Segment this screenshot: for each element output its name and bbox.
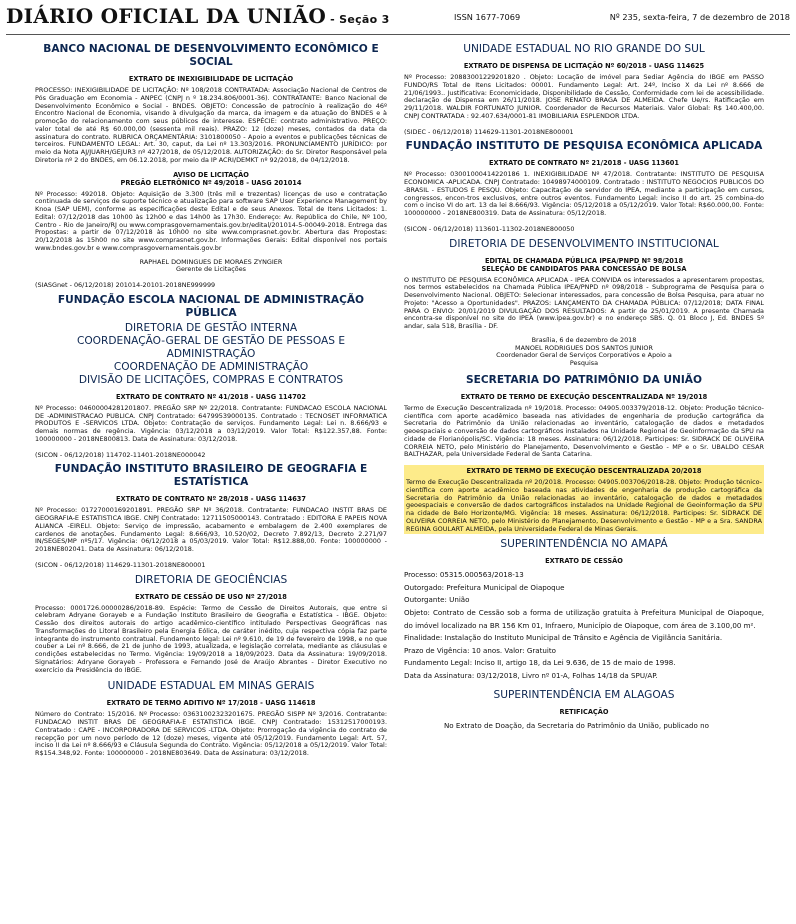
act-title: EXTRATO DE TERMO ADITIVO Nº 17/2018 - UASG 114618 xyxy=(106,699,316,708)
act-title: EDITAL DE CHAMADA PÚBLICA IPEA/PNPD Nº 98/2018 xyxy=(484,256,684,265)
org-subheading: UNIDADE ESTADUAL NO RIO GRANDE DO SUL xyxy=(463,43,705,55)
org-subheading: DIRETORIA DE DESENVOLVIMENTO INSTITUCIONAL xyxy=(449,237,719,250)
org-subheading: SUPERINTENDÊNCIA EM ALAGOAS xyxy=(493,688,675,701)
org-heading-spu: SECRETARIA DO PATRIMÔNIO DA UNIÃO xyxy=(466,373,702,386)
cessao-objeto: Objeto: Contrato de Cessão sob a forma de utilização gratuita à Prefeitura Municipal de Oiapoque, do imóvel localizado na BR 156 Km 01, Infraero, Município de Oiapoque, com área de 3.100,00 m². xyxy=(404,608,764,630)
issue-info: Nº 235, sexta-feira, 7 de dezembro de 2018 xyxy=(609,12,790,22)
cessao-outorgado: Outorgado: Prefeitura Municipal de Oiapoque xyxy=(404,582,565,592)
reference-code: (SICON - 06/12/2018) 114702-11401-2018NE000042 xyxy=(35,450,206,459)
cessao-finalidade: Finalidade: Instalação do Instituto Municipal de Trânsito e Agência de Vigilância Sanitária. xyxy=(404,633,723,643)
org-subheading: COORDENAÇÃO-GERAL DE GESTÃO DE PESSOAS E ADMINISTRAÇÃO xyxy=(76,334,346,360)
act-title: EXTRATO DE CONTRATO Nº 21/2018 - UASG 113601 xyxy=(489,159,679,168)
act-title: EXTRATO DE INEXIGIBILIDADE DE LICITAÇÃO xyxy=(128,75,294,83)
act-text: Processo: 0001726.00000286/2018-89. Espécie: Termo de Cessão de Direitos Autorais, que entre si celebram Adryane Gorayeb e a Fundação Instituto Brasileiro de Geografia e Estatística - IBGE. Objeto: Cessão dos direitos autorais do artigo acadêmico-científico intitulado Perspectivas Geográficas nas Transformações do Litoral Brasileiro pela Energia Eólica, de caráter inédito, cuja respectiva cópia faz parte integrante do instrumento contratual. Fundamento legal: Lei nº 9.610, de 19 de fevereiro de 1998, e no que couber a Lei nº 8.666, de 21 de junho de 1993, atualizada, e legislação correlata, mediante as cláusulas e condições estabelecidas no Termo. Vigência: 19/09/2018 a 18/09/2023. Data da Assinatura: 19/09/2018. Signatários: Adryane Gorayeb - Professora e Fernando José de Araújo Abrantes - Diretor Executivo no exercício da Presidência do IBGE. xyxy=(35,603,387,674)
right-column xyxy=(404,40,764,924)
org-subheading: DIRETORIA DE GEOCIÊNCIAS xyxy=(134,573,288,586)
issn: ISSN 1677-7069 xyxy=(454,12,521,22)
act-title: EXTRATO DE TERMO DE EXECUÇÃO DESCENTRALIZADA 20/2018 xyxy=(466,467,702,475)
act-text: Nº Processo: 03001000414220186 1. INEXIGIBILIDADE Nº 47/2018. Contratante: INSTITUTO DE PESQUISA ECONOMICA -APLICADA. CNPJ Contratado: 10498974000109. Contratado : INSTITUTO NEGOCIOS PUBLICOS DO -BRASIL - ESTUDOS E PESQU. Objeto: Capacitação de servidor do IPEA, mediante a participação em cursos, congressos, encon-tros exclusivos, entre outros eventos. Fundamento Legal: inciso II do art. 25 combina-do com o inciso VI do art. 13 da lei 8.666/93. Vigência: 05/12/2018 a 05/12/2019. Valor Total: R$60.000,00. Fonte: 100000000 - 2018NE800319. Data de Assinatura: 05/12/2018. xyxy=(404,170,764,217)
org-heading-enap: FUNDAÇÃO ESCOLA NACIONAL DE ADMINISTRAÇÃO PÚBLICA xyxy=(57,293,365,319)
act-title: EXTRATO DE CONTRATO Nº 41/2018 - UASG 114702 xyxy=(116,392,306,401)
act-text: Termo de Execução Descentralizada nº 20/2018. Processo: 04905.003706/2018-28. Objeto: Produção técnico-científica com aporte acadêmico baseada nas atividades de engenharia de produção cartográfica da Secretaria do Patrimônio da União relacionadas ao inventário, catalogação de dados e metadados geoespaciais e conversão de dados cartográficos instalados na Unidade Regional de Geoinformação da SPU na cidade de Belo Horizonte/MG. Vigência: 18 meses. Assinatura: 06/12/2018. Participes: Sr. SIDRACK DE OLIVEIRA CORREIA NETO, pelo Ministério do Planejamento, Desenvolvimento e Gestão - MP e a Sra. SANDRA REGINA GOULART ALMEIDA, pela Universidade Federal de Minas Gerais. xyxy=(406,478,762,533)
act-text: Nº Processo: 01727000169201891. PREGÃO SRP Nº 36/2018. Contratante: FUNDACAO INSTIT BRAS DE GEOGRAFIA-E ESTATISTICA IBGE. CNPJ Contratado: 12711505000143. Contratado : EDITORA E PAPEIS NOVA ALIANCA -EIRELI. Objeto: Serviço de impressão, acabamento e embalagem de 2.400 exemplares de cardenos de anotações. Fundamento Legal: 8.666/93, 10.520/02, Decreto 7.892/13, Decreto 2.271/97 IN/SEGES/MP nº5/17. Vigência: 06/12/2018 a 05/03/2019. Valor Total: R$12.888,00. Fonte: 100000000 - 2018NE802041. Data de Assinatura: 06/12/2018. xyxy=(35,506,387,553)
act-text: Nº Processo: 20883001229201820 . Objeto: Locação de imóvel para Sediar Agência do IBGE em PASSO FUNDO/RS Total de Itens Licitados: 00001. Fundamento Legal: Art. 24º, Inciso X da Lei nº 8.666 de 21/06/1993.. Justificativa: Economicidade, Disponibilidade de Cessão, Conformidade com lei de acessibilidade. declaração de Dispensa em 26/11/2018. JOSE RENATO BRAGA DE ALMEIDA. Chefe Ue/rs. Ratificação em 29/11/2018. WALDIR FORTUNATO JUNIOR. Coordenador de Recursos Materiais. Valor Global: R$ 140.400,00. CNPJ CONTRATADA : 92.407.634/0001-81 IMOBILIARIA ESPLENDOR LTDA. xyxy=(404,73,764,120)
act-text: Termo de Execução Descentralizada nº 19/2018. Processo: 04905.003379/2018-12. Objeto: Produção técnico-científica com aporte acadêmico baseada nas atividades de engenharia de produção cartográfica da Secretaria do Patrimônio da União relacionadas ao inventário, catalogação de dados e metadados geoespaciais e conversão de dados cartográficos instalados na Unidade Regional de Geoinformação da SPU na cidade de Florianópolis/SC. Vigência: 18 meses. Assinatura: 06/12/2018. Participes: Sr. SIDRACK DE OLIVEIRA CORREIA NETO, pelo Ministério do Planejamento, Desenvolvimento e Gestão - MP e o Sr. UBALDO CESAR BALTHAZAR, pela Universidade Federal de Santa Catarina. xyxy=(404,403,764,459)
cessao-outorgante: Outorgante: União xyxy=(404,595,470,605)
act-title: EXTRATO DE DISPENSA DE LICITAÇÃO Nº 60/2018 - UASG 114625 xyxy=(463,62,705,70)
act-title: EXTRATO DE CESSÃO xyxy=(545,557,623,566)
cessao-processo: Processo: 05315.000563/2018-13 xyxy=(404,570,524,580)
signature xyxy=(35,259,387,275)
act-text: O INSTITUTO DE PESQUISA ECONÔMICA APLICADA - IPEA CONVIDA os interessados a apresentarem propostas, nos termos estabelecidos na Chamada Pública IPEA/PNPD nº 098/2018 - Subprograma de Pesquisa para o Desenvolvimento Nacional. OBJETO: Selecionar interessados, para concessão de Bolsa Pesquisa, para atuar no Projeto: "Acesso a Oportunidades". PRAZOS: LANÇAMENTO DA CHAMADA PÚBLICA: 07/12/2018; DATA FINAL PARA O ENVIO: 20/01/2019 DIVULGAÇÃO DOS RESULTADOS: A partir de 25/01/2019. A presente Chamada encontra-se disponível no site do IPEA (www.ipea.gov.br) e no endereço SBS. Q. 01 Bloco J, Ed. BNDES 5º andar, sala 518, Brasília - DF. xyxy=(404,275,764,330)
reference-code: (SIASGnet - 06/12/2018) 201014-20101-2018NE999999 xyxy=(35,281,216,289)
act-text: Número do Contrato: 15/2016. Nº Processo: 03631002323201675. PREGÃO SISPP Nº 3/2016. Contratante: FUNDACAO INSTIT BRAS DE GEOGRAFIA-E ESTATISTICA IBGE. CNPJ Contratado: 15312517000193. Contratado : CAPE - INCORPORADORA DE SERVICOS -LTDA. Objeto: Prorrogação da vigência do contrato de recepção por um novo período de 12 (doze) meses, vigente até 05/12/2019. Fundamento Legal: Art. 57, inciso II da Lei nº 8.666/93 e Cláusula Segunda do Contrato. Vigência: 05/12/2018 a 05/12/2019. Valor Total: R$154.348,92. Fonte: 100000000 - 2018NE803649. Data de Assinatura: 03/12/2018. xyxy=(35,710,387,757)
section-label: - Seção 3 xyxy=(330,13,390,26)
org-heading-ipea: FUNDAÇÃO INSTITUTO DE PESQUISA ECONÔMICA APLICADA xyxy=(405,140,763,153)
act-text: Nº Processo: 04600004281201807. PREGÃO SRP Nº 22/2018. Contratante: FUNDACAO ESCOLA NACIONAL DE -ADMINISTRACAO PUBLICA. CNPJ Contratado: 64799539000135. Contratado : TECNOSET INFORMATICA PRODUTOS E -SERVICOS LTDA. Objeto: Contratação de serviços. Fundamento Legal: Lei n. 8.666/93 e demais normas de regência. Vigência: 03/12/2018 a 03/12/2019. Valor Total: R$122.357,88. Fonte: 100000000 - 2018NE800813. Data de Assinatura: 03/12/2018. xyxy=(35,403,387,443)
org-subheading: SUPERINTENDÊNCIA NO AMAPÁ xyxy=(500,538,668,551)
act-title: AVISO DE LICITAÇÃO xyxy=(173,170,249,179)
masthead xyxy=(6,4,790,35)
signer-name: RAPHAEL DOMINGUES DE MORAES ZYNGIER xyxy=(139,257,283,266)
org-subheading: COORDENAÇÃO DE ADMINISTRAÇÃO xyxy=(113,360,309,373)
reference-code: (SICON - 06/12/2018) 114629-11301-2018NE800001 xyxy=(35,560,206,569)
act-subtitle: SELEÇÃO DE CANDIDATOS PARA CONCESSÃO DE BOLSA xyxy=(481,264,687,273)
org-subheading: DIVISÃO DE LICITAÇÕES, COMPRAS E CONTRATOS xyxy=(78,373,344,386)
cessao-fundamento: Fundamento Legal: Inciso II, artigo 18, da Lei 9.636, de 15 de maio de 1998. xyxy=(404,658,676,668)
act-title: EXTRATO DE TERMO DE EXECUÇÃO DESCENTRALIZADA Nº 19/2018 xyxy=(460,392,708,401)
act-text: PROCESSO: INEXIGIBILIDADE DE LICITAÇÃO: Nº 108/2018 CONTRATADA: Associação Nacional de Centros de Pós Graduação em Economia - ANPEC (CNPJ n º 18.234.806/0001-36). CONTRATANTE: Banco Nacional de Desenvolvimento Econômico e Social - BNDES. OBJETO: Concessão de patrocínio à realização do 46º Encontro Nacional de Economia, visando à divulgação da marca, da imagem e da atuação do BNDES e à promoção do relacionamento com seus públicos de interesse. ESPÉCIE: contrato administrativo. PREÇO: valor total de até R$ 60.000,00 (sessenta mil reais). PRAZO: 12 (doze) meses, contados da data da assinatura do contrato. RUBRICA ORÇAMENTÁRIA: 3101800050 - Apoio a eventos e publicações técnicas de terceiros. FUNDAMENTO LEGAL: Art. 30, caput, da Lei nº 13.303/2016. PRONUNCIAMENTO JURÍDICO: por meio da Nota AJ/JUARH/GEJUR3 nº 427/2018, de 05/12/2018. AUTORIZAÇÃO: do Sr. Diretor Responsável pela Diretoria nº 2 do BNDES, em 06.12.2018, por meio da IP ACRI/DEMKT nº 92/2018, de 04/12/2018. xyxy=(35,86,387,164)
signature-date: Brasília, 6 de dezembro de 2018 xyxy=(531,335,637,344)
act-title: EXTRATO DE CESSÃO DE USO Nº 27/2018 xyxy=(135,592,287,601)
signer-role: Coordenador Geral de Serviços Corporativos e Apoio a xyxy=(496,351,672,360)
act-title: RETIFICAÇÃO xyxy=(559,707,609,716)
act-title: EXTRATO DE CONTRATO Nº 28/2018 - UASG 114637 xyxy=(116,495,306,504)
org-subheading: DIRETORIA DE GESTÃO INTERNA xyxy=(124,321,298,334)
reference-code: (SICON - 06/12/2018) 113601-11302-2018NE800050 xyxy=(404,224,575,233)
act-subtitle: PREGÃO ELETRÔNICO Nº 49/2018 - UASG 201014 xyxy=(120,178,302,187)
act-text: No Extrato de Doação, da Secretaria do Patrimônio da União, publicado no xyxy=(444,720,709,730)
signature xyxy=(404,337,764,368)
reference-code: (SIDEC - 06/12/2018) 114629-11301-2018NE800001 xyxy=(404,127,574,136)
cessao-prazo: Prazo de Vigência: 10 anos. Valor: Gratuito xyxy=(404,645,556,655)
org-subheading: UNIDADE ESTADUAL EM MINAS GERAIS xyxy=(107,680,315,693)
highlighted-act xyxy=(404,465,764,534)
signer-role: Pesquisa xyxy=(569,359,599,367)
org-heading-ibge: FUNDAÇÃO INSTITUTO BRASILEIRO DE GEOGRAFIA E ESTATÍSTICA xyxy=(54,463,368,489)
signer-name: MANOEL RODRIGUES DOS SANTOS JUNIOR xyxy=(515,343,653,352)
left-column xyxy=(35,40,387,924)
cessao-body xyxy=(404,569,764,682)
org-heading-bndes: BANCO NACIONAL DE DESENVOLVIMENTO ECONÔMICO E SOCIAL xyxy=(43,43,379,68)
act-text: Nº Processo: 492018. Objeto: Aquisição de 3.300 (três mil e trezentas) licenças de uso e contratação continuada de serviços de suporte técnico e atualização para software SAP User Experience Management by Knoa (SAP UEM), conforme as especificações deste Edital e de seus Anexos. Total de Itens Licitados: 1. Edital: 07/12/2018 das 10h00 às 12h00 e das 14h00 às 17h30. Endereço: Av. República do Chile, Nº 100, Centro - Rio de Janeiro/RJ ou www.comprasgovernamentais.gov.br/edital/201014-5-00049-2018. Entrega das Propostas: a partir de 07/12/2018 às 10h00 no site www.comprasnet.gov.br. Abertura das Propostas: 20/12/2018 às 15h00 no site www.comprasnet.gov.br. Informações Gerais: Edital disponível nos portais www.bndes.gov.br e www.comprasgovernamentais.gov.br xyxy=(35,189,387,252)
cessao-data: Data da Assinatura: 03/12/2018, Livro nº 01-A, Folhas 14/18 da SPU/AP. xyxy=(404,671,658,680)
masthead-title: DIÁRIO OFICIAL DA UNIÃO - Seção 3 xyxy=(6,4,390,28)
signer-role: Gerente de Licitações xyxy=(175,265,247,274)
